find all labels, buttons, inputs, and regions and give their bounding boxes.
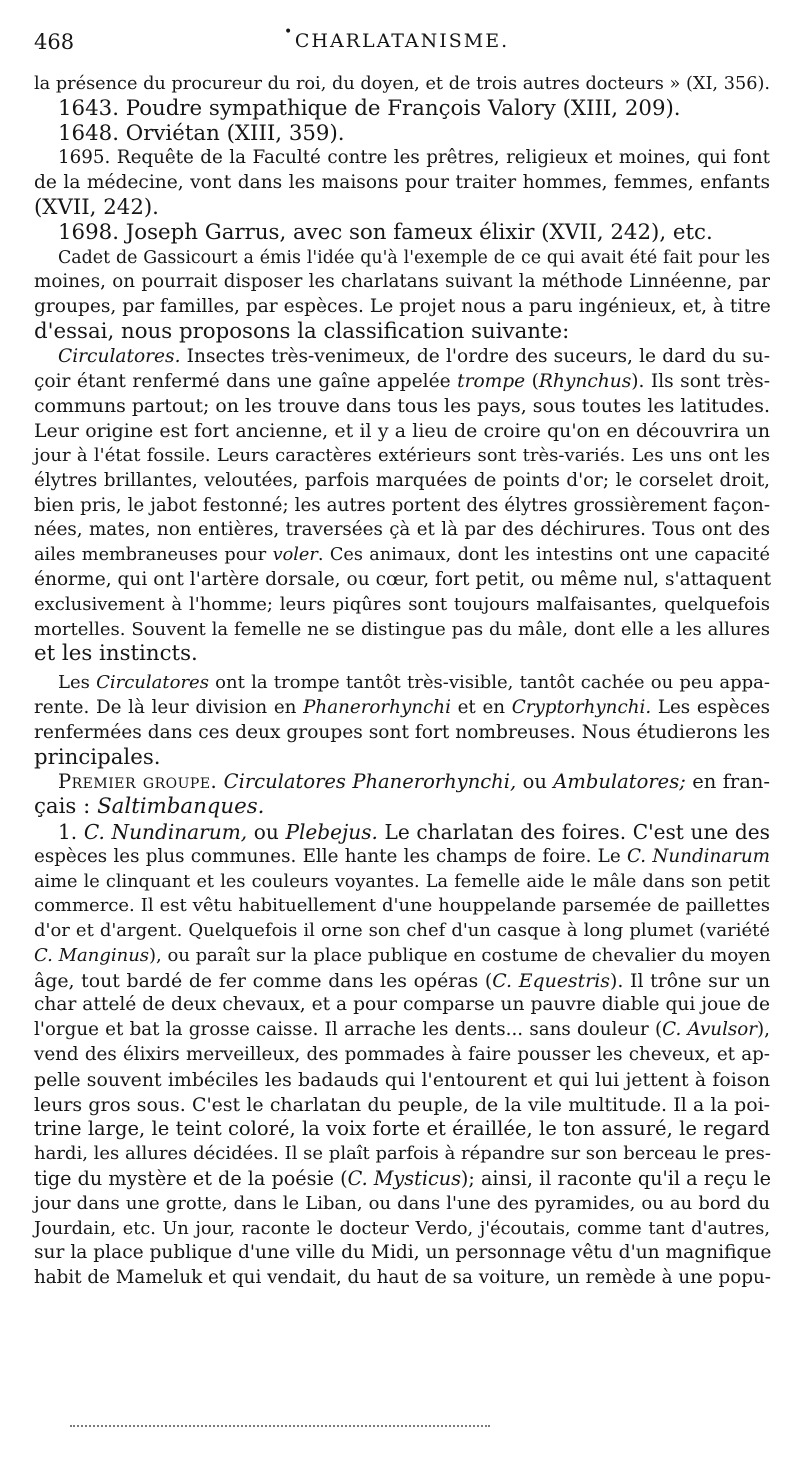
body-text bbox=[34, 72, 770, 1291]
text-segment: Le charlatan des foires. C'est une des bbox=[377, 819, 770, 844]
text-line: (XVII, 242). bbox=[34, 194, 159, 220]
text-segment: çais : bbox=[34, 794, 98, 820]
text-line: jour à l'état fossile. Leurs caractères extérieurs sont très-variés. Les uns ont les bbox=[34, 444, 770, 466]
text-line: communs partout; on les trouve dans tous les pays, sous toutes les latitudes. bbox=[34, 395, 770, 418]
genus-name: Circulatores bbox=[96, 672, 209, 694]
footer-dotted-rule bbox=[70, 1425, 490, 1427]
term: Saltimbanques. bbox=[97, 794, 265, 820]
text-line: leurs gros sous. C'est le charlatan du peuple, de la vile multitude. Il a la poi- bbox=[34, 1093, 770, 1116]
text-line: 1648. Orviétan (XIII, 359). bbox=[58, 120, 345, 146]
text-line: principales. bbox=[34, 744, 161, 770]
text-line: commerce. Il est vêtu habituellement d'une houppelande parsemée de paillettes bbox=[34, 895, 770, 917]
text-line: énorme, qui ont l'artère dorsale, ou cœur, fort petit, ou même nul, s'attaquent bbox=[34, 568, 772, 590]
page-number: 468 bbox=[34, 30, 75, 54]
text-segment: ailes membraneuses pour bbox=[34, 545, 273, 566]
term: Cryptorhynchi. bbox=[511, 696, 652, 718]
text-line bbox=[34, 944, 770, 969]
page-header bbox=[34, 24, 770, 54]
text-line: bien pris, le jabot festonné; les autres portent des élytres grossièrement façon- bbox=[34, 494, 770, 516]
text-line: et les instincts. bbox=[34, 641, 198, 667]
text-segment: ). Il trône sur un bbox=[609, 969, 770, 992]
text-line bbox=[34, 845, 770, 870]
text-line: groupes, par familles, par espèces. Le projet nous a paru ingénieux, et, à titre bbox=[34, 296, 771, 318]
text-line bbox=[34, 770, 770, 795]
text-line: moines, on pourrait disposer les charlatans suivant la méthode Linnéenne, par bbox=[34, 271, 770, 293]
text-line: jour dans une grotte, dans le Liban, ou dans l'une des pyramides, ou au bord du bbox=[34, 1192, 770, 1214]
text-line: 1698. Joseph Garrus, avec son fameux élixir (XVII, 242), etc. bbox=[58, 219, 713, 245]
text-line bbox=[34, 1018, 770, 1043]
text-line: d'or et d'argent. Quelquefois il orne son chef d'un casque à long plumet (variété bbox=[34, 920, 770, 942]
text-segment: çoir étant renfermé dans une gaîne appelée bbox=[34, 370, 458, 392]
text-line: Jourdain, etc. Un jour, raconte le docteur Verdo, j'écoutais, comme tant d'autres, bbox=[34, 1218, 770, 1239]
species-name: C. Manginus bbox=[34, 944, 150, 966]
text-segment: Les espèces bbox=[651, 696, 771, 718]
text-line bbox=[34, 795, 770, 820]
text-line: exclusivement à l'homme; leurs piqûres sont toujours malfaisantes, quelquefois bbox=[34, 593, 770, 615]
text-segment: ( bbox=[525, 370, 539, 392]
term: Rhynchus bbox=[538, 370, 632, 392]
text-segment: tige du mystère et de la poésie ( bbox=[34, 1167, 348, 1191]
text-line bbox=[34, 345, 770, 370]
text-segment: l'orgue et bat la grosse caisse. Il arrache les dents... sans douleur ( bbox=[34, 1019, 663, 1041]
text-segment: ou bbox=[247, 819, 286, 844]
text-line bbox=[34, 696, 770, 721]
text-segment: 1. bbox=[58, 819, 84, 844]
text-line: hardi, les allures décidées. Il se plaît parfois à répandre sur son berceau le pres- bbox=[34, 1143, 771, 1165]
text-line: pelle souvent imbéciles les badauds qui l'entourent et qui lui jettent à foison bbox=[34, 1068, 770, 1091]
text-segment: ou bbox=[516, 770, 554, 794]
text-line: nées, mates, non entières, traversées çà et là par des déchirures. Tous ont des bbox=[34, 519, 770, 541]
text-segment: ont la trompe tantôt très-visible, tantôt cachée ou peu appa- bbox=[208, 672, 770, 694]
group-heading: Premier groupe. bbox=[58, 770, 218, 794]
genus-name: Circulatores. bbox=[58, 345, 181, 367]
species-name: C. Nundinarum bbox=[626, 845, 771, 867]
species-name: Plebejus. bbox=[285, 819, 378, 844]
text-line: Leur origine est fort ancienne, et il y a lieu de croire qu'on en découvrira un bbox=[34, 420, 770, 443]
text-segment: ), ou paraît sur la place publique en costume de chevalier du moyen bbox=[149, 944, 771, 966]
book-page bbox=[34, 24, 770, 1291]
text-segment: espèces les plus communes. Elle hante les champs de foire. Le bbox=[34, 845, 627, 867]
text-segment: . Ces animaux, dont les intestins ont une capacité bbox=[317, 545, 770, 566]
text-line: 1643. Poudre sympathique de François Valory (XIII, 209). bbox=[58, 95, 681, 121]
text-line: vend des élixirs merveilleux, des pommades à faire pousser les cheveux, et ap- bbox=[34, 1044, 770, 1066]
text-line bbox=[34, 543, 770, 568]
text-line: mortelles. Souvent la femelle ne se distingue pas du mâle, dont elle a les allures bbox=[34, 618, 770, 640]
text-segment: en fran- bbox=[685, 770, 771, 794]
text-line: renfermées dans ces deux groupes sont fort nombreuses. Nous étudierons les bbox=[34, 721, 770, 743]
term: Phanerorhynchi bbox=[303, 696, 451, 718]
text-line: aime le clinquant et les couleurs voyantes. La femelle aide le mâle dans son petit bbox=[34, 871, 770, 892]
running-title: CHARLATANISME. bbox=[294, 30, 510, 52]
text-line bbox=[34, 671, 770, 696]
species-name: C. Avulsor bbox=[662, 1019, 758, 1041]
text-line: trine large, le teint coloré, la voix forte et éraillée, le ton assuré, le regard bbox=[34, 1117, 770, 1141]
text-segment: ); ainsi, il raconte qu'il a reçu le bbox=[460, 1167, 771, 1191]
text-segment: ), bbox=[757, 1019, 770, 1041]
text-line bbox=[34, 820, 770, 845]
species-name: C. Nundinarum, bbox=[83, 819, 248, 844]
term: voler bbox=[272, 545, 318, 566]
text-segment: rente. De là leur division en bbox=[34, 696, 304, 718]
text-line: d'essai, nous proposons la classification suivante: bbox=[34, 318, 570, 344]
term: trompe bbox=[457, 370, 526, 392]
text-line bbox=[34, 370, 770, 395]
text-line: char attelé de deux chevaux, et a pour comparse un pauvre diable qui joue de bbox=[34, 994, 770, 1016]
text-segment: âge, tout bardé de fer comme dans les opéras ( bbox=[34, 969, 493, 992]
text-line: de la médecine, vont dans les maisons pour traiter hommes, femmes, enfants bbox=[34, 172, 770, 194]
term: Circulatores Phanerorhynchi, bbox=[217, 770, 517, 794]
species-name: C. Equestris bbox=[492, 969, 610, 992]
text-line: sur la place publique d'une ville du Midi, un personnage vêtu d'un magnifique bbox=[34, 1242, 772, 1264]
text-segment: Insectes très-venimeux, de l'ordre des suceurs, le dard du su- bbox=[180, 345, 770, 367]
text-line: habit de Mameluk et qui vendait, du haut de sa voiture, un remède à une popu- bbox=[34, 1267, 771, 1289]
text-line: 1695. Requête de la Faculté contre les prêtres, religieux et moines, qui font bbox=[58, 147, 770, 169]
term: Ambulatores; bbox=[553, 770, 686, 794]
text-line: Cadet de Gassicourt a émis l'idée qu'à l'exemple de ce qui avait été fait pour les bbox=[58, 247, 770, 268]
text-line: élytres brillantes, veloutées, parfois marquées de points d'or; le corselet droit, bbox=[34, 469, 770, 491]
text-line: la présence du procureur du roi, du doyen, et de trois autres docteurs » (XI, 356). bbox=[34, 74, 770, 94]
header-mark: • bbox=[284, 24, 293, 40]
text-line bbox=[34, 969, 770, 994]
text-segment: et en bbox=[450, 696, 512, 718]
text-segment: ). Ils sont très- bbox=[631, 370, 770, 392]
species-name: C. Mysticus bbox=[347, 1167, 461, 1191]
text-segment: Les bbox=[58, 672, 97, 694]
text-line bbox=[34, 1167, 770, 1192]
